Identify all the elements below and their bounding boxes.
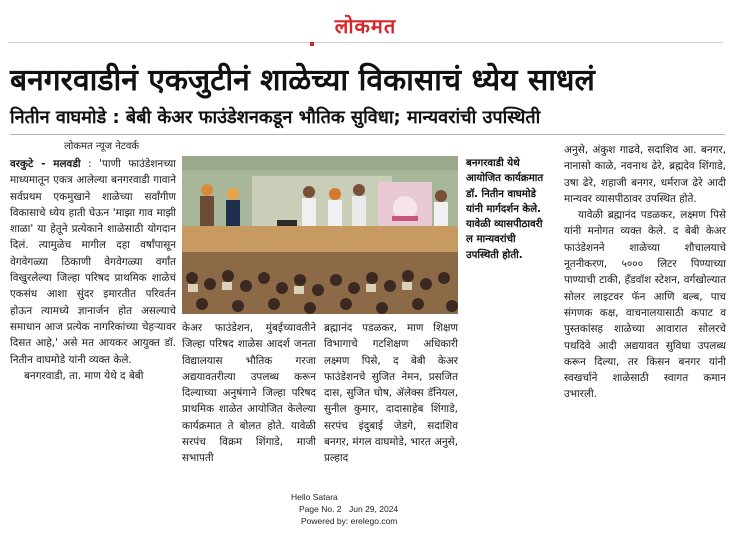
column-1-paragraph-2: बनगरवाडी, ता. माण येथे द बेबी <box>24 369 144 382</box>
column-1-lead: : 'पाणी फाउंडेशनच्या माध्यमातून एकत्र आलेल्या बनगरवाडी गावाने सर्वप्रथम एकमुखाने शाळेच्या सर्वांगीण विकासाचे ध्येय हाती घेऊन 'माझा गाव माझी शाळा' या हेतूने प्रत्येकाने शाळेसाठी योगदान दिलं. त्यामुळेच मागील दहा वर्षांपासून वेगवेगळ्या ठिकाणी वेगवेगळ्या वर्गांत विखुरलेल्या जिल्हा परिषद प्राथमिक शाळेचं एकसंध आशा सुंदर इमारतीत परिवर्तन होऊन त्यामध्ये ज्ञानार्जन होत असल्याचे समाधान आज प्रत्येक नागरिकांच्या चेहऱ्यावर दिसत आहे,' असे मत आयकर आयुक्त डॉ. नितीन वाघमोडे यांनी व्यक्त केले. <box>10 158 177 366</box>
article-subheadline: नितीन वाघमोडे : बेबी केअर फाउंडेशनकडून भौतिक सुविधा; मान्यवरांची उपस्थिती <box>10 107 541 128</box>
footer-date: Jun 29, 2024 <box>349 504 399 514</box>
article-column-4 <box>564 142 726 403</box>
article-headline: बनगरवाडीनं एकजुटीनं शाळेच्या विकासाचं ध्येय साधलं <box>10 63 595 98</box>
event-photo-illustration <box>182 156 458 314</box>
article-column-3 <box>324 320 458 467</box>
event-photo <box>182 156 458 314</box>
newspaper-logo: लोकमत <box>334 14 397 38</box>
footer-powered: Powered by: erelego.com <box>301 516 398 526</box>
masthead-divider <box>8 42 723 43</box>
column-3-text: ब्रह्मानंद पडळकर, माण शिक्षण विभागाचे गटशिक्षण अधिकारी लक्ष्मण पिसे, द बेबी केअर फाउंडेशनचे सुजित नेमन, प्रसजित दास, सुजित घोष, ॲलेक्स डॅनियल, सुनील कुमार, दादासाहेब शिंगाडे, सरपंच इंदुबाई जेडगे, सदाशिव बनगर, मंगल वाघमोडे, भारत अनुसे, प्रल्हाद <box>324 322 458 465</box>
column-4-paragraph-2: यावेळी ब्रह्मानंद पडळकर, लक्ष्मण पिसे यांनी मनोगत व्यक्त केले. द बेबी केअर फाउंडेशनने शाळेच्या शौचालयाचे नूतनीकरण, ५००० लिटर पिण्याच्या पाण्याची टाकी, हँडवॉश स्टेशन, वर्गखोल्यात सोलर लाइटवर फॅन आणि बल्ब, पाच संगणक कक्ष, वाचनालयासाठी कपाट व पुस्तकांसह शाळेच्या आवारात सोलरचे पथदिवे आदी अद्ययावत सुविधा उपलब्ध करून दिल्या, तर किसन बनगर यांनी स्वखर्चाने शाळेसाठी स्वागत कमान उभारली. <box>564 209 726 401</box>
byline: लोकमत न्यूज नेटवर्क <box>64 141 140 152</box>
article-column-2 <box>182 320 316 467</box>
article-column-1 <box>10 156 176 384</box>
photo-caption: बनगरवाडी येथे आयोजित कार्यक्रमात डॉ. नितीन वाघमोडे यांनी मार्गदर्शन केले. यावेळी व्यासपीठावरी ल मान्यवरांची उपस्थिती होती. <box>466 158 544 261</box>
footer-edition: Hello Satara <box>291 492 338 502</box>
column-4-paragraph-1: अनुसे, अंकुश गाढवे, सदाशिव आ. बनगर, नानासो काळे, नवनाथ ढेरे, ब्रह्मदेव शिंगाडे, उषा ढेरे, शहाजी बनगर, धर्मराज ढेरे आदी मान्यवर व्यासपीठावर उपस्थित होते. <box>564 144 726 205</box>
column-2-text: केअर फाउंडेशन, मुंबईच्यावतीने जिल्हा परिषद शाळेस आदर्श जनता विद्यालयास भौतिक गरजा अद्ययावतरीत्या उपलब्ध करून दिल्याच्या अनुषंगाने जिल्हा परिषद प्राथमिक शाळेत आयोजित केलेल्या कार्यक्रमात ते बोलत होते. यावेळी सरपंच विक्रम शिंगाडे, माजी सभापती <box>182 322 316 465</box>
headline-divider <box>10 134 725 135</box>
dateline: वरकुटे - मलवडी <box>10 158 81 170</box>
footer-page: Page No. 2 <box>299 504 342 514</box>
